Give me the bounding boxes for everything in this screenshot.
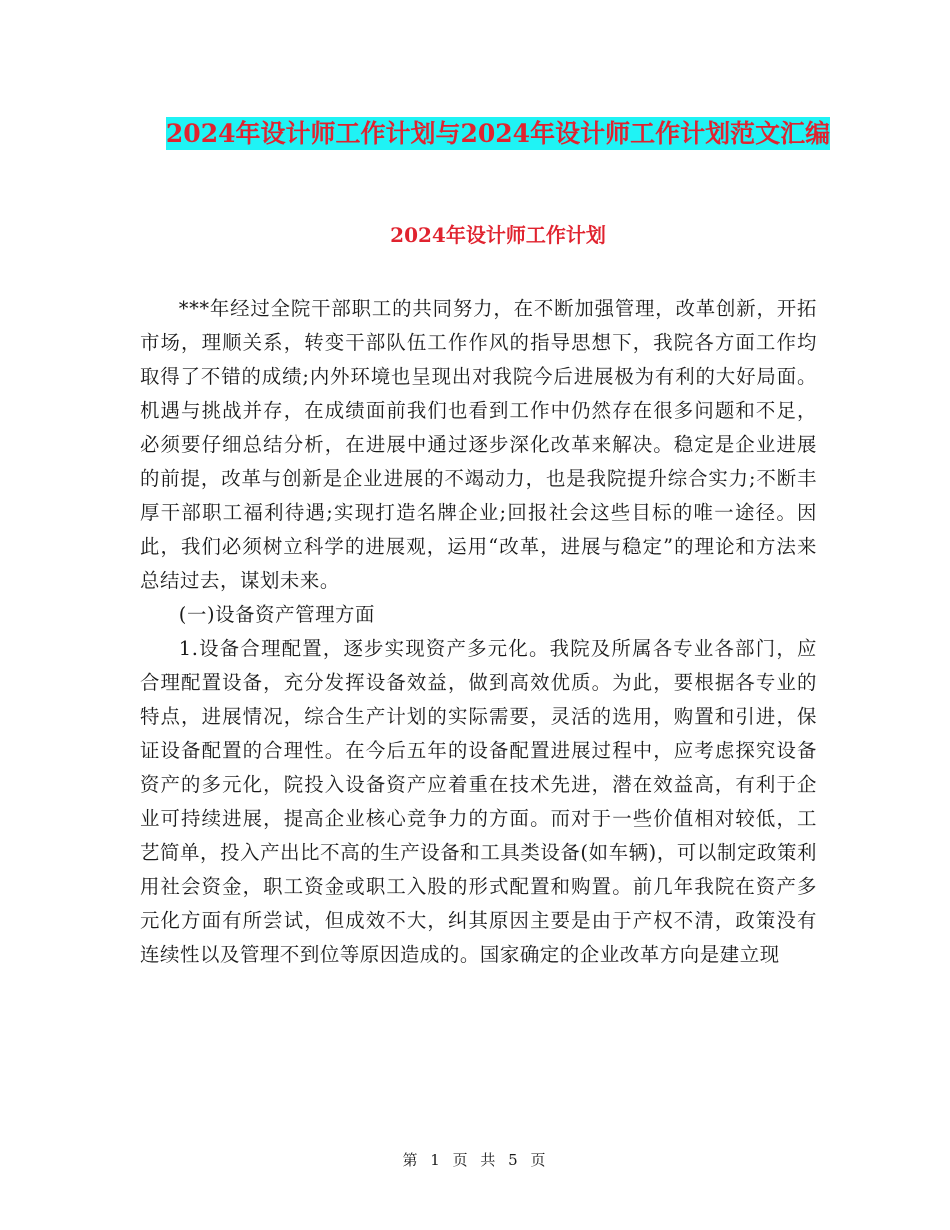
page-number-footer: 第 1 页 共 5 页 bbox=[402, 1151, 548, 1169]
document-body bbox=[140, 292, 817, 972]
paragraph-intro: ***年经过全院干部职工的共同努力，在不断加强管理，改革创新，开拓市场，理顺关系，转变干部队伍工作作风的指导思想下，我院各方面工作均取得了不错的成绩;内外环境也呈现出对我院今后进展极为有利的大好局面。机遇与挑战并存，在成绩面前我们也看到工作中仍然存在很多问题和不足，必须要仔细总结分析，在进展中通过逐步深化改革来解决。稳定是企业进展的前提，改革与创新是企业进展的不竭动力，也是我院提升综合实力;不断丰厚干部职工福利待遇;实现打造名牌企业;回报社会这些目标的唯一途径。因此，我们必须树立科学的进展观，运用“改革，进展与稳定”的理论和方法来总结过去，谋划未来。 bbox=[140, 297, 817, 592]
paragraph-equipment: 1.设备合理配置，逐步实现资产多元化。我院及所属各专业各部门，应合理配置设备，充分发挥设备效益，做到高效优质。为此，要根据各专业的特点，进展情况，综合生产计划的实际需要，灵活的选用，购置和引进，保证设备配置的合理性。在今后五年的设备配置进展过程中，应考虑探究设备资产的多元化，院投入设备资产应着重在技术先进，潜在效益高，有利于企业可持续进展，提高企业核心竞争力的方面。而对于一些价值相对较低，工艺简单，投入产出比不高的生产设备和工具类设备(如车辆)，可以制定政策利用社会资金，职工资金或职工入股的形式配置和购置。前几年我院在资产多元化方面有所尝试，但成效不大，纠其原因主要是由于产权不清，政策没有连续性以及管理不到位等原因造成的。国家确定的企业改革方向是建立现 bbox=[140, 637, 817, 966]
section-title: 2024年设计师工作计划 bbox=[390, 223, 606, 247]
document-title bbox=[140, 112, 856, 155]
subheading-equipment: (一)设备资产管理方面 bbox=[178, 603, 376, 626]
document-title-highlight: 2024年设计师工作计划与2024年设计师工作计划范文汇编 bbox=[165, 119, 831, 148]
